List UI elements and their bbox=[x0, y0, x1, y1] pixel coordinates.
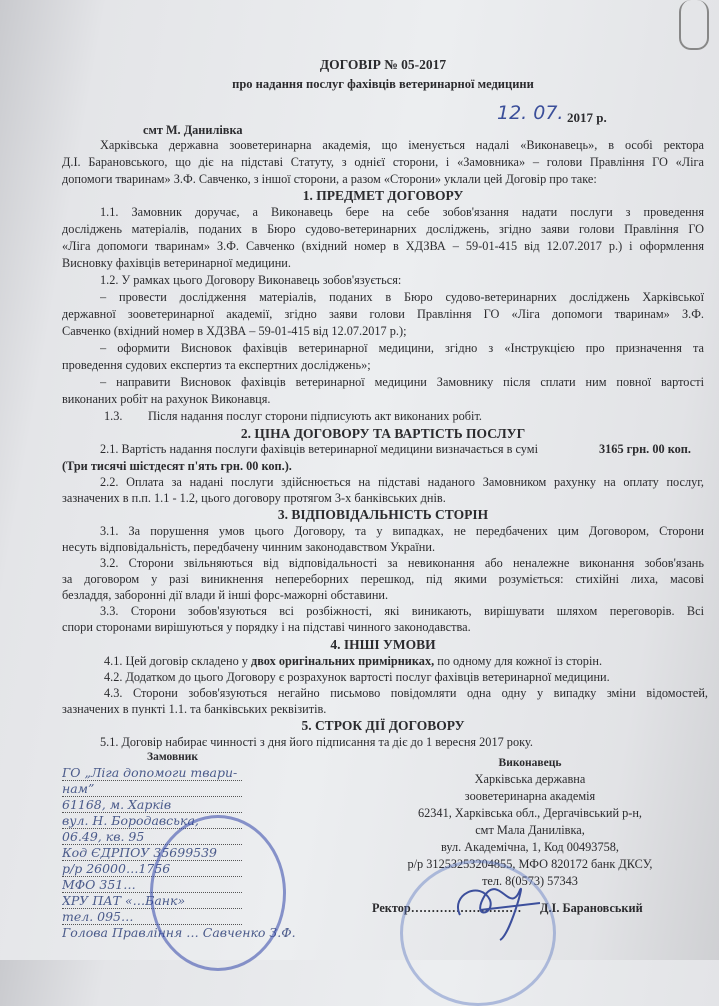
customer-signatory: Голова Правління … Савченко З.Ф. bbox=[62, 925, 296, 940]
customer-detail: МФО 351… bbox=[62, 877, 242, 893]
clause-line: – оформити Висновок фахівців ветеринарної медицини, згідно з «Інструкцією про призначення та bbox=[100, 341, 704, 355]
customer-stamp bbox=[150, 815, 286, 971]
clause-line: 1.1. Замовник доручає, а Виконавець бере на себе зобов'язання надати послуги з проведення bbox=[100, 205, 704, 219]
clause-line: 5.1. Договір набирає чинності з дня його підписання та діє до 1 вересня 2017 року. bbox=[100, 735, 533, 749]
customer-label: Замовник bbox=[147, 751, 199, 763]
clause-line: «Ліга допомоги тваринам» З.Ф. Савченко (вхідний номер в ХДЗВА – 59-01-415 від 12.07.2017 р.) і оформлення bbox=[62, 239, 704, 253]
customer-detail: р/р 26000…1756 bbox=[62, 861, 242, 877]
clause-line: 2.2. Оплата за надані послуги здійснюється на підставі наданого Замовником рахунку на оплату послуг, bbox=[100, 475, 704, 489]
clause-line: 4.2. Додатком до цього Договору є розрахунок вартості послуг фахівців ветеринарної медицини. bbox=[104, 670, 610, 684]
intro-line: Д.І. Барановського, що діє на підставі Статуту, з однієї сторони, і «Замовника» – голови Правління ГО «Ліга bbox=[62, 155, 704, 169]
clause-line: несуть відповідальність, передбачену чинним законодавством України. bbox=[62, 540, 436, 554]
city: смт М. Данилівка bbox=[143, 123, 243, 137]
customer-detail: 61168, м. Харків bbox=[62, 797, 242, 813]
executor-detail: Харківська державна bbox=[474, 772, 586, 786]
clause-line: 3.1. За порушення умов цього Договору, та у випадках, не передбачених цим Договором, Сторони bbox=[100, 524, 704, 538]
customer-detail: ГО „Ліга допомоги твари- bbox=[62, 765, 242, 781]
clause-line: за договором у разі виникнення непереборних перешкод, під якими розуміється: стихійні лиха, масові bbox=[62, 572, 704, 586]
executor-detail: зооветеринарна академія bbox=[464, 789, 596, 803]
customer-detail: нам” bbox=[62, 781, 242, 797]
contract-amount: 3165 грн. 00 коп. bbox=[599, 442, 691, 456]
clause-line: Савченко (вхідний номер в ХДЗВА – 59-01-415 від 12.07.2017 р.); bbox=[62, 324, 407, 338]
section-3-heading: 3. ВІДПОВІДАЛЬНІСТЬ СТОРІН bbox=[277, 507, 489, 522]
clause-line: – провести дослідження матеріалів, поданих в Бюро судово-ветеринарних досліджень Харківської bbox=[100, 290, 704, 304]
clause-line: державної зооветеринарної академії, згідно заяви голови Правління ГО «Ліга допомоги тваринам» З.Ф. bbox=[62, 307, 704, 321]
clause-line: спори сторонами вирішуються у порядку і на підставі чинного законодавства. bbox=[62, 620, 471, 634]
clause-number: 1.3. bbox=[104, 409, 123, 423]
paper-clip bbox=[679, 0, 709, 50]
section-4-heading: 4. ІНШІ УМОВИ bbox=[330, 637, 436, 652]
document-subtitle: про надання послуг фахівців ветеринарної медицини bbox=[232, 77, 534, 91]
clause-line: виконаних робіт на рахунок Виконавця. bbox=[62, 392, 271, 406]
section-5-heading: 5. СТРОК ДІЇ ДОГОВОРУ bbox=[301, 718, 465, 733]
clause-line: Після надання послуг сторони підписують акт виконаних робіт. bbox=[148, 409, 482, 423]
clause-line: проведення судових експертиз та експертних досліджень»; bbox=[62, 358, 371, 372]
clause-emphasis: двох оригінальних примірниках, bbox=[251, 654, 435, 668]
clause-line: зазначених в п.п. 1.1 - 1.2, цього договору протягом 3-х банківських днів. bbox=[62, 491, 446, 505]
clause-line: безладдя, заборонні дії влади й інші форс-мажорні обставини. bbox=[62, 588, 389, 602]
executor-detail: тел. 8(0573) 57343 bbox=[482, 874, 578, 888]
amount-in-words: (Три тисячі шістдесят п'ять грн. 00 коп.). bbox=[62, 459, 292, 473]
section-1-heading: 1. ПРЕДМЕТ ДОГОВОРУ bbox=[302, 188, 464, 203]
clause-text: 4.1. Цей договір складено у bbox=[104, 654, 248, 668]
intro-line: Харківська державна зооветеринарна академія, що іменується надалі «Виконавець», в особі ректора bbox=[100, 138, 704, 152]
clause-line: зазначених в пункті 1.1. та банківських реквізитів. bbox=[62, 702, 327, 716]
executor-detail: вул. Академічна, 1, Код 00493758, bbox=[441, 840, 619, 854]
executor-detail: р/р 31253253204855, МФО 820172 банк ДКСУ, bbox=[407, 857, 653, 871]
customer-detail: 06.49, кв. 95 bbox=[62, 829, 242, 845]
clause-line: 1.2. У рамках цього Договору Виконавець зобов'язується: bbox=[100, 273, 402, 287]
document-title: ДОГОВІР № 05-2017 bbox=[319, 57, 447, 72]
rector-signature bbox=[440, 875, 550, 945]
customer-detail: вул. Н. Бородавська, bbox=[62, 813, 242, 829]
handwritten-date: 12. 07. bbox=[497, 102, 564, 124]
section-2-heading: 2. ЦІНА ДОГОВОРУ ТА ВАРТІСТЬ ПОСЛУГ bbox=[240, 426, 526, 441]
clause-line: – направити Висновок фахівців ветеринарної медицини Замовнику після сплати ним повної вартості bbox=[100, 375, 704, 389]
clause-line bbox=[104, 654, 602, 669]
clause-line: 3.2. Сторони звільняються від відповідальності за невиконання або неналежне виконання зобов'язань bbox=[100, 556, 704, 570]
executor-detail: смт Мала Данилівка, bbox=[475, 823, 585, 837]
document-year: 2017 р. bbox=[567, 110, 607, 125]
executor-label: Виконавець bbox=[498, 757, 562, 769]
clause-line: Висновку фахівців ветеринарної медицини. bbox=[62, 256, 291, 270]
clause-line: 3.3. Сторони зобов'язуються всі розбіжності, які виникають, вирішувати шляхом переговорів. Всі bbox=[100, 604, 704, 618]
clause-line: 2.1. Вартість надання послуги фахівців ветеринарної медицини визначається в сумі bbox=[100, 442, 538, 456]
clause-text: по одному для кожної із сторін. bbox=[437, 654, 603, 668]
rector-label: Ректор……………………… bbox=[372, 901, 522, 915]
executor-detail: 62341, Харківська обл., Дергачівський р-н, bbox=[417, 806, 642, 820]
clause-line: 4.3. Сторони зобов'язуються негайно письмово повідомляти одна одну у випадку зміни відомостей, bbox=[104, 686, 708, 700]
customer-detail: тел. 095… bbox=[62, 909, 242, 925]
clause-line: досліджень матеріалів, поданих в Бюро судово-ветеринарних досліджень, згідно заяви голови Правління ГО bbox=[62, 222, 704, 236]
intro-line: допомоги тваринам» З.Ф. Савченко, з іншої сторони, а разом «Сторони» уклали цей Договір про таке: bbox=[62, 172, 597, 186]
rector-name: Д.І. Барановський bbox=[540, 901, 643, 915]
customer-detail: ХРУ ПАТ «…Банк» bbox=[62, 893, 242, 909]
customer-detail: Код ЄДРПОУ 35699539 bbox=[62, 845, 242, 861]
